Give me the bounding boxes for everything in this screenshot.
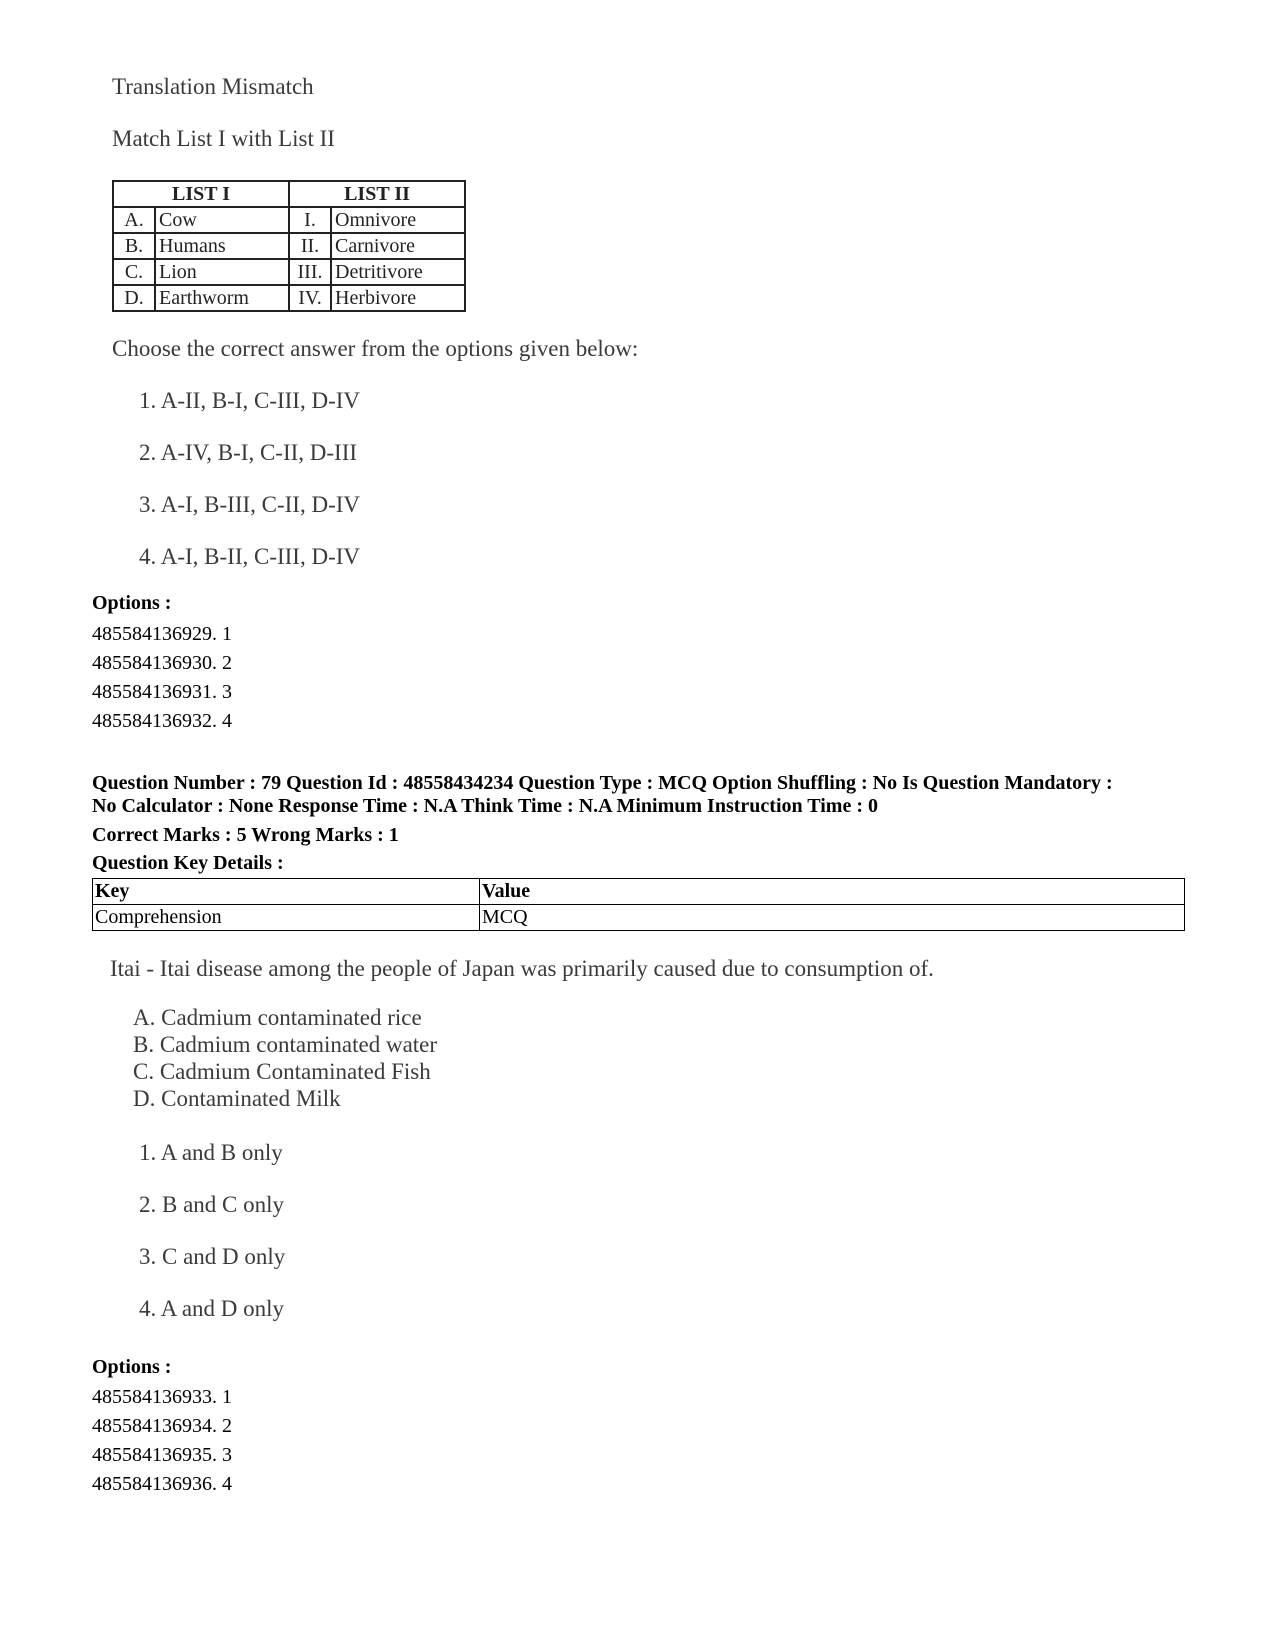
options-list bbox=[92, 1383, 232, 1499]
question-meta-line-2: No Calculator : None Response Time : N.A Think Time : N.A Minimum Instruction Time : 0 bbox=[92, 795, 878, 817]
option-item: 485584136935. 3 bbox=[92, 1444, 232, 1466]
option-item: 485584136930. 2 bbox=[92, 652, 232, 674]
question-text: Itai - Itai disease among the people of Japan was primarily caused due to consumption of. bbox=[110, 956, 934, 981]
statement-item: B. Cadmium contaminated water bbox=[133, 1032, 438, 1057]
choice-item: 1. A-II, B-I, C-III, D-IV bbox=[139, 388, 360, 413]
value-header: Value bbox=[480, 879, 1185, 905]
table-row bbox=[93, 905, 1185, 931]
choice-item: 4. A and D only bbox=[139, 1296, 285, 1321]
choice-item: 3. A-I, B-III, C-II, D-IV bbox=[139, 492, 360, 517]
option-item: 485584136929. 1 bbox=[92, 623, 232, 645]
statement-list bbox=[133, 1004, 437, 1112]
list-2-header: LIST II bbox=[289, 181, 465, 207]
list-1-number: D. bbox=[113, 285, 155, 311]
option-item: 485584136932. 4 bbox=[92, 710, 232, 732]
question-meta-line-1: Question Number : 79 Question Id : 48558434234 Question Type : MCQ Option Shuffling : No Is Question Mandatory : bbox=[92, 772, 1113, 794]
table-header-row bbox=[93, 879, 1185, 905]
options-label: Options : bbox=[92, 592, 172, 614]
value-cell: MCQ bbox=[480, 905, 1185, 931]
list-1-header: LIST I bbox=[113, 181, 289, 207]
list-2-number: I. bbox=[289, 207, 331, 233]
table-row bbox=[113, 207, 465, 233]
list-2-number: III. bbox=[289, 259, 331, 285]
table-row bbox=[113, 285, 465, 311]
list-2-item: Detritivore bbox=[331, 259, 465, 285]
marks-line: Correct Marks : 5 Wrong Marks : 1 bbox=[92, 824, 399, 846]
list-1-item: Earthworm bbox=[155, 285, 289, 311]
choose-prompt: Choose the correct answer from the options given below: bbox=[112, 336, 639, 361]
key-header: Key bbox=[93, 879, 480, 905]
list-2-item: Herbivore bbox=[331, 285, 465, 311]
option-item: 485584136933. 1 bbox=[92, 1386, 232, 1408]
list-1-number: A. bbox=[113, 207, 155, 233]
key-details-table bbox=[92, 878, 1185, 931]
list-1-item: Humans bbox=[155, 233, 289, 259]
choice-item: 3. C and D only bbox=[139, 1244, 286, 1269]
table-header-row bbox=[113, 181, 465, 207]
options-list bbox=[92, 620, 232, 736]
list-2-item: Omnivore bbox=[331, 207, 465, 233]
key-details-label: Question Key Details : bbox=[92, 852, 284, 874]
list-1-item: Cow bbox=[155, 207, 289, 233]
question-instruction: Match List I with List II bbox=[112, 126, 335, 151]
option-item: 485584136934. 2 bbox=[92, 1415, 232, 1437]
list-2-number: IV. bbox=[289, 285, 331, 311]
choice-item: 4. A-I, B-II, C-III, D-IV bbox=[139, 544, 360, 569]
list-1-item: Lion bbox=[155, 259, 289, 285]
choice-item: 1. A and B only bbox=[139, 1140, 283, 1165]
list-2-number: II. bbox=[289, 233, 331, 259]
list-1-number: C. bbox=[113, 259, 155, 285]
statement-item: A. Cadmium contaminated rice bbox=[133, 1005, 422, 1030]
question-heading: Translation Mismatch bbox=[112, 74, 314, 99]
statement-item: C. Cadmium Contaminated Fish bbox=[133, 1059, 431, 1084]
options-label: Options : bbox=[92, 1356, 172, 1378]
choice-item: 2. A-IV, B-I, C-II, D-III bbox=[139, 440, 358, 465]
table-row bbox=[113, 259, 465, 285]
match-list-table bbox=[112, 180, 466, 312]
list-2-item: Carnivore bbox=[331, 233, 465, 259]
statement-item: D. Contaminated Milk bbox=[133, 1086, 341, 1111]
list-1-number: B. bbox=[113, 233, 155, 259]
choice-item: 2. B and C only bbox=[139, 1192, 285, 1217]
option-item: 485584136931. 3 bbox=[92, 681, 232, 703]
key-cell: Comprehension bbox=[93, 905, 480, 931]
table-row bbox=[113, 233, 465, 259]
option-item: 485584136936. 4 bbox=[92, 1473, 232, 1495]
